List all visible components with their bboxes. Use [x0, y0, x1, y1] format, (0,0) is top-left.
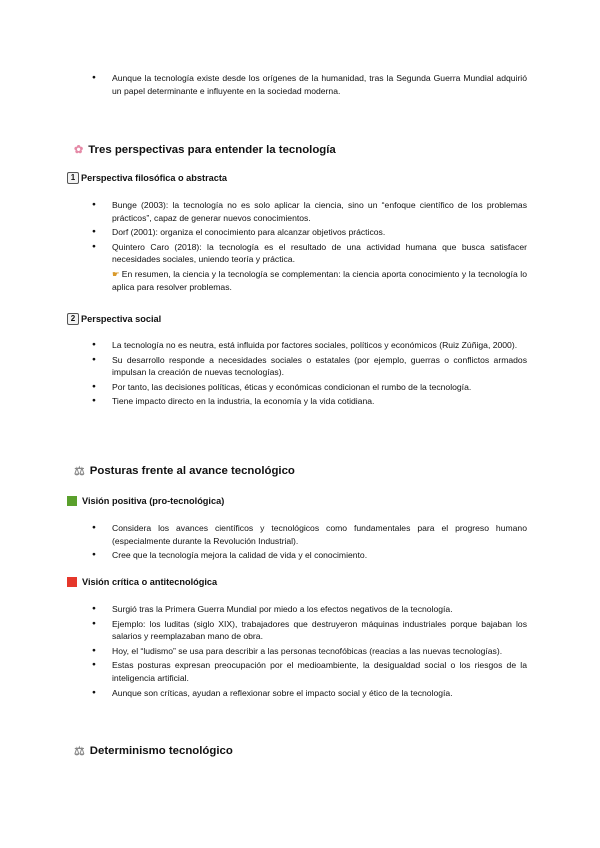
list-item: ● Tiene impacto directo en la industria, la economía y la vida cotidiana.: [87, 395, 527, 408]
list-item: ● Ejemplo: los luditas (siglo XIX), trabajadores que destruyeron máquinas industriales porque bajaban los salarios y reemplazaban mano de obra.: [87, 618, 527, 643]
list-item: ● Considera los avances científicos y tecnológicos como fundamentales para el progreso humano (especialmente durante la Revolución Industrial).: [87, 522, 527, 547]
list-item: ● Dorf (2001): organiza el conocimiento para alcanzar objetivos prácticos.: [87, 226, 527, 239]
section-heading-perspectivas: [74, 143, 336, 156]
list-item: ● Por tanto, las decisiones políticas, éticas y económicas condicionan el rumbo de la tecnología.: [87, 381, 527, 394]
list-item: ● Aunque son críticas, ayudan a reflexionar sobre el impacto social y ético de la tecnología.: [87, 687, 527, 700]
red-square-icon: [67, 577, 77, 587]
social-list: [87, 339, 527, 410]
subheading-title: Perspectiva social: [81, 314, 162, 324]
list-item: ● Estas posturas expresan preocupación por el medioambiente, la desigualdad social o los riesgos de la inteligencia artificial.: [87, 659, 527, 684]
list-item: ● La tecnología no es neutra, está influida por factores sociales, políticos y económicos (Ruiz Zúñiga, 2000).: [87, 339, 527, 352]
number-2-icon: 2: [67, 313, 79, 325]
intro-bullet: ● Aunque la tecnología existe desde los orígenes de la humanidad, tras la Segunda Guerra Mundial adquirió un papel determinante e influyente en la sociedad moderna.: [87, 72, 527, 97]
balance-scale-icon: ⚖: [74, 744, 85, 758]
subheading-title: Visión crítica o antitecnológica: [82, 577, 218, 587]
section-heading-determinismo: [74, 744, 233, 758]
list-item: ● Quintero Caro (2018): la tecnología es el resultado de una actividad humana que busca satisfacer necesidades sociales, uniendo teoría y práctica.: [87, 241, 527, 266]
subheading-filosofica: [67, 172, 227, 184]
intro-list: [87, 72, 527, 99]
subheading-title: Perspectiva filosófica o abstracta: [81, 173, 228, 183]
positiva-list: [87, 522, 527, 564]
list-item: ● Surgió tras la Primera Guerra Mundial por miedo a los efectos negativos de la tecnología.: [87, 603, 527, 616]
section-title: Posturas frente al avance tecnológico: [89, 465, 295, 477]
list-item: ● Cree que la tecnología mejora la calidad de vida y el conocimiento.: [87, 549, 527, 562]
pointing-hand-icon: ☛: [112, 268, 120, 279]
summary-note: [87, 268, 527, 293]
section-heading-posturas: [74, 464, 295, 478]
list-item: ● Hoy, el “ludismo” se usa para describir a las personas tecnofóbicas (reacias a las nuevas tecnologías).: [87, 645, 527, 658]
balance-scale-icon: ⚖: [74, 464, 85, 478]
brain-icon: ✿: [74, 144, 84, 156]
number-1-icon: 1: [67, 172, 79, 184]
subheading-critica: [67, 577, 217, 587]
green-square-icon: [67, 496, 77, 506]
list-item: ● Su desarrollo responde a necesidades sociales o estatales (por ejemplo, guerras o conflictos armados impulsan la creación de nuevas tecnologías).: [87, 354, 527, 379]
subheading-title: Visión positiva (pro-tecnológica): [82, 496, 225, 506]
subheading-positiva: [67, 496, 224, 506]
filosofica-list: [87, 199, 527, 293]
critica-list: [87, 603, 527, 701]
summary-note-text: En resumen, la ciencia y la tecnología se complementan: la ciencia aporta conocimiento y la tecnología lo aplica para resolver problemas.: [112, 268, 527, 292]
subheading-social: [67, 313, 161, 325]
section-title: Determinismo tecnológico: [89, 745, 233, 757]
section-title: Tres perspectivas para entender la tecnología: [88, 143, 336, 156]
list-item: ● Bunge (2003): la tecnología no es solo aplicar la ciencia, sino un “enfoque científico de los problemas prácticos”, capaz de generar nuevos conocimientos.: [87, 199, 527, 224]
